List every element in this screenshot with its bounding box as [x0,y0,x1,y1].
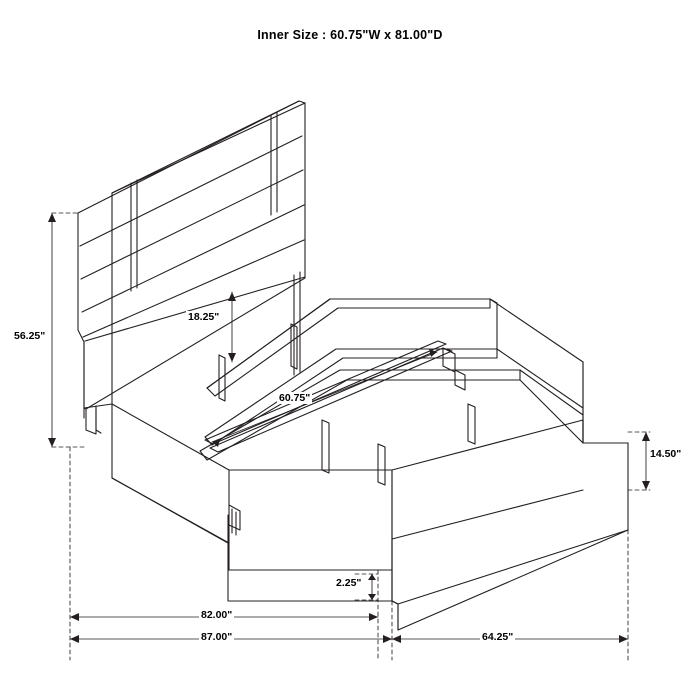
dim-label-headboard-panel-height: 18.25" [188,311,220,323]
dim-headboard-panel-height [228,292,236,362]
dim-footboard-height [628,432,650,490]
dimension-lines [48,213,650,660]
dim-label-overall-width: 64.25" [482,631,514,643]
dim-label-inner-width: 60.75" [279,392,311,404]
page-title: Inner Size : 60.75"W x 81.00"D [257,28,443,42]
dim-label-headboard-height: 56.25" [14,330,46,342]
slat-support-system [200,299,583,485]
headboard [78,101,305,434]
footboard-and-drawer [392,362,628,630]
dim-label-overall-length: 87.00" [201,631,233,643]
dim-label-footboard-height: 14.50" [650,448,682,460]
dim-headboard-height [48,213,86,447]
dim-frame-length [70,447,378,660]
dim-label-clearance-height: 2.25" [336,577,362,589]
dim-label-frame-length: 82.00" [201,609,233,621]
